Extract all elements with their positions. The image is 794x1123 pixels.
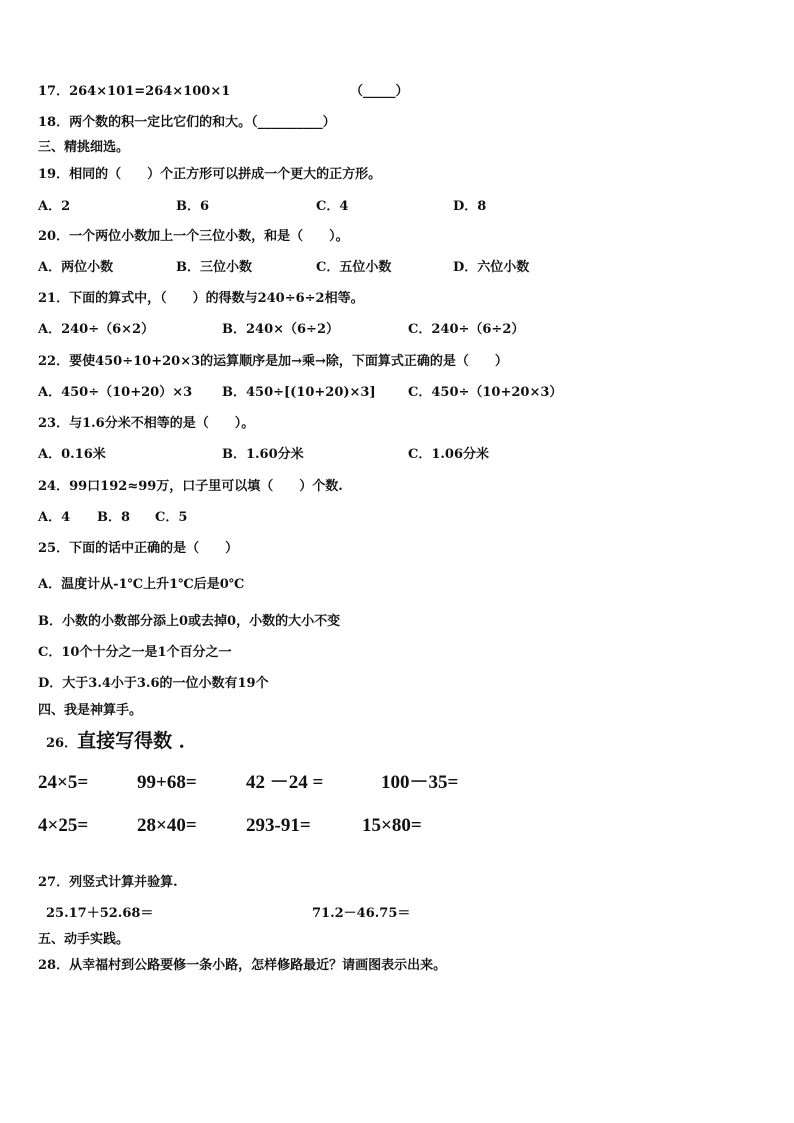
q20-option-a: A．两位小数 bbox=[38, 260, 114, 275]
q19-option-d: D．8 bbox=[453, 199, 487, 214]
q19-option-a: A．2 bbox=[38, 199, 71, 214]
q25-option-a: A．温度计从-1℃上升1℃后是0℃ bbox=[38, 577, 245, 592]
q24-option-c: C．5 bbox=[155, 510, 188, 525]
question-19: 19．相同的（ ）个正方形可以拼成一个更大的正方形。 bbox=[38, 167, 382, 182]
question-20: 20．一个两位小数加上一个三位小数，和是（ ）。 bbox=[38, 229, 349, 244]
q22-option-c: C．450÷（10+20×3） bbox=[408, 385, 563, 400]
question-28: 28．从幸福村到公路要修一条小路，怎样修路最近？请画图表示出来。 bbox=[38, 958, 447, 973]
q21-option-c: C．240÷（6÷2） bbox=[408, 322, 525, 337]
mental-calc-4: 100－35= bbox=[381, 772, 459, 793]
section-3-heading: 三、精挑细选。 bbox=[38, 140, 130, 155]
question-27: 27．列竖式计算并验算. bbox=[38, 875, 178, 890]
mental-calc-6: 28×40= bbox=[137, 815, 197, 836]
question-21: 21．下面的算式中，（ ）的得数与240÷6÷2相等。 bbox=[38, 291, 364, 306]
q23-option-b: B．1.60分米 bbox=[222, 447, 304, 462]
q23-option-a: A．0.16米 bbox=[38, 447, 106, 462]
q19-option-b: B．6 bbox=[176, 199, 210, 214]
vertical-calc-1: 25.17＋52.68＝ bbox=[46, 906, 154, 921]
question-26-number: 26． bbox=[46, 736, 78, 751]
question-26-heading bbox=[46, 730, 198, 755]
question-26-title: 直接写得数 ． bbox=[77, 730, 198, 752]
q25-option-b: B．小数的小数部分添上0或去掉0，小数的大小不变 bbox=[38, 614, 341, 629]
q21-option-a: A．240÷（6×2） bbox=[38, 322, 155, 337]
q25-option-d: D．大于3.4小于3.6的一位小数有19个 bbox=[38, 676, 269, 691]
q23-option-c: C．1.06分米 bbox=[408, 447, 490, 462]
q20-option-b: B．三位小数 bbox=[176, 260, 252, 275]
mental-calc-1: 24×5= bbox=[38, 772, 89, 793]
question-24: 24．99口192≈99万，口子里可以填（ ）个数. bbox=[38, 479, 343, 494]
mental-calc-3: 42 －24 = bbox=[246, 772, 324, 793]
question-22: 22．要使450÷10+20×3的运算顺序是加→乘→除，下面算式正确的是（ ） bbox=[38, 354, 508, 369]
mental-calc-2: 99+68= bbox=[137, 772, 197, 793]
q22-option-a: A．450÷（10+20）×3 bbox=[38, 385, 193, 400]
mental-calc-8: 15×80= bbox=[362, 815, 422, 836]
q24-option-b: B．8 bbox=[97, 510, 131, 525]
q21-option-b: B．240×（6÷2） bbox=[222, 322, 340, 337]
question-25: 25．下面的话中正确的是（ ） bbox=[38, 541, 239, 556]
mental-calc-5: 4×25= bbox=[38, 815, 89, 836]
q24-option-a: A．4 bbox=[38, 510, 71, 525]
q25-option-c: C．10个十分之一是1个百分之一 bbox=[38, 645, 232, 660]
question-17: 17．264×101=264×100×1 bbox=[38, 84, 231, 99]
mental-calc-7: 293-91= bbox=[246, 815, 311, 836]
q20-option-d: D．六位小数 bbox=[453, 260, 530, 275]
section-4-heading: 四、我是神算手。 bbox=[38, 703, 143, 718]
q20-option-c: C．五位小数 bbox=[316, 260, 392, 275]
section-5-heading: 五、动手实践。 bbox=[38, 932, 130, 947]
question-23: 23．与1.6分米不相等的是（ ）。 bbox=[38, 416, 255, 431]
q22-option-b: B．450÷[(10+20)×3] bbox=[222, 385, 376, 400]
answer-blank-17: （_____） bbox=[350, 84, 409, 99]
vertical-calc-2: 71.2－46.75＝ bbox=[312, 906, 411, 921]
q19-option-c: C．4 bbox=[316, 199, 349, 214]
question-18: 18．两个数的积一定比它们的和大。（__________） bbox=[38, 115, 336, 130]
